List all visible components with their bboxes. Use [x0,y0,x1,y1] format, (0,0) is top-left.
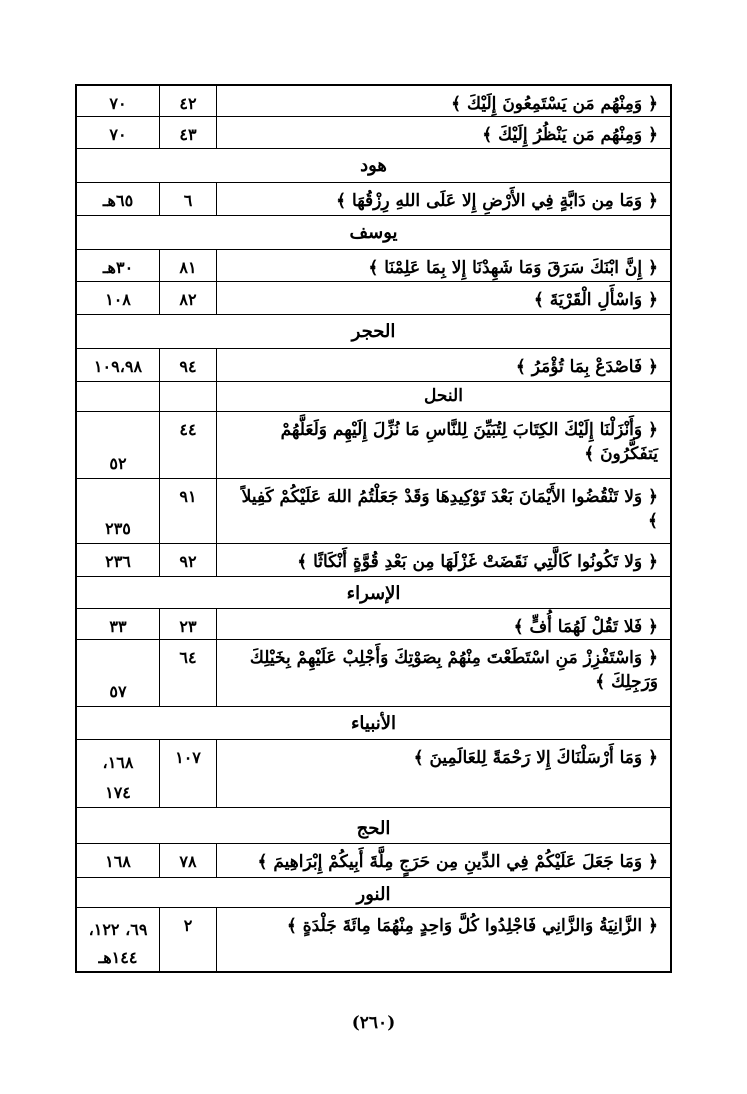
verse-text: ﴿ وَمِنْهُم مَن يَسْتَمِعُونَ إِلَيْكَ ﴾ [216,86,670,116]
page-ref-value: ١٦٨، ١٧٤ [102,753,134,802]
page-ref-value: ١٦٨ [105,852,131,871]
page-ref [77,640,159,706]
verse-row [77,908,670,971]
page-ref [77,117,159,148]
ayah-number: ٨١ [159,250,216,281]
page-ref-value: ٦٩، ١٢٢، ١٤٤هـ [88,920,148,967]
page-ref-value: ٦٥هـ [102,191,134,210]
verse-text: ﴿ الزَّانِيَةُ وَالزَّانِي فَاجْلِدُوا كُلَّ وَاحِدٍ مِنْهُمَا مِائَةَ جَلْدَةٍ ﴾ [216,908,670,971]
ayah-number: ٩٤ [159,349,216,381]
verse-row [77,349,670,382]
verse-text: ﴿ فَاصْدَعْ بِمَا تُؤْمَرُ ﴾ [216,349,670,381]
ayah-number: ٤٤ [159,412,216,478]
verse-row [77,412,670,479]
ayah-number: ٢٣ [159,609,216,639]
page-ref [77,844,159,877]
verse-text: ﴿ وَاسْتَفْزِزْ مَنِ اسْتَطَعْتَ مِنْهُمْ بِصَوْتِكَ وَأَجْلِبْ عَلَيْهِمْ بِخَيْلِكَ وَرَجِلِكَ ﴾ [216,640,670,706]
surah-header-row [77,149,670,183]
verse-index-table [75,84,672,973]
verse-text: ﴿ وَاسْأَلِ الْقَرْيَةَ ﴾ [216,282,670,314]
ayah-number: ١٠٧ [159,740,216,807]
verse-row [77,479,670,544]
page-ref-value: ٣٣ [109,617,127,636]
ayah-number: ٤٢ [159,86,216,116]
ayah-number: ٤٣ [159,117,216,148]
ayah-number: ٦٤ [159,640,216,706]
surah-name: الحجر [351,321,396,342]
ayah-number: ٧٨ [159,844,216,877]
ayah-empty [159,382,216,411]
page-ref [77,282,159,314]
page-ref-value: ٥٢ [109,454,127,473]
verse-text: ﴿ إِنَّ ابْنَكَ سَرَقَ وَمَا شَهِدْنَا إِلا بِمَا عَلِمْنَا ﴾ [216,250,670,281]
surah-name: هود [360,155,387,176]
page-ref [77,183,159,215]
surah-header-row [77,315,670,349]
verse-row [77,183,670,216]
surah-name: يوسف [349,222,398,243]
ayah-number: ٩١ [159,479,216,543]
surah-header-row [77,577,670,609]
page-number: (٢٦٠) [351,1013,396,1033]
surah-name: الحج [356,818,391,839]
verse-text: ﴿ وَلا تَكُونُوا كَالَّتِي نَقَضَتْ غَزْلَهَا مِن بَعْدِ قُوَّةٍ أَنْكَاثًا ﴾ [216,544,670,576]
ayah-number: ٨٢ [159,282,216,314]
ayah-number: ٦ [159,183,216,215]
ayah-number: ٩٢ [159,544,216,576]
verse-row [77,86,670,117]
page-ref [77,250,159,281]
verse-row [77,609,670,640]
page-ref [77,908,159,971]
surah-name: الإسراء [346,583,401,604]
page-ref [77,740,159,807]
page-ref-value: ٧٠ [109,125,127,144]
verse-text: ﴿ وَمَا أَرْسَلْنَاكَ إِلا رَحْمَةً لِلعَالَمِينَ ﴾ [216,740,670,807]
ayah-number: ٢ [159,908,216,971]
page-empty [77,382,159,411]
surah-name: النحل [424,386,463,406]
verse-row [77,250,670,282]
verse-row [77,740,670,808]
surah-header-row [77,808,670,844]
page-ref-value: ٣٠هـ [102,258,134,277]
surah-header-row [77,216,670,250]
verse-row [77,282,670,315]
surah-name: النور [356,884,391,905]
page-ref-value: ٢٣٥ [105,519,131,538]
page-ref [77,86,159,116]
verse-text: ﴿ وَمَا مِن دَابَّةٍ فِي الأَرْضِ إِلا عَلَى اللهِ رِزْقُهَا ﴾ [216,183,670,215]
surah-name-cell [216,382,670,411]
page-ref [77,479,159,543]
surah-name: الأنبياء [350,713,397,734]
verse-row [77,844,670,878]
page-ref-value: ٢٣٦ [105,552,131,571]
verse-text: ﴿ وَمَا جَعَلَ عَلَيْكُمْ فِي الدِّينِ مِن حَرَجٍ مِلَّةَ أَبِيكُمْ إِبْرَاهِيمَ ﴾ [216,844,670,877]
verse-row [77,117,670,149]
page-ref-value: ٧٠ [109,94,127,113]
page-ref [77,609,159,639]
verse-text: ﴿ وَلا تَنْقُضُوا الأَيْمَانَ بَعْدَ تَوْكِيدِهَا وَقَدْ جَعَلْتُمُ اللهَ عَلَيْكُمْ كَفِيلاً ﴾ [216,479,670,543]
surah-header-row [77,878,670,908]
surah-header-row [77,382,670,412]
page-ref-value: ١٠٩،٩٨ [93,357,143,376]
page-ref [77,349,159,381]
verse-text: ﴿ وَأَنْزَلْنَا إِلَيْكَ الكِتَابَ لِتُبَيِّنَ لِلنَّاسِ مَا نُزِّلَ إِلَيْهِم وَلَعَلَّهُمْ يَتفَكَّرُونَ ﴾ [216,412,670,478]
page-ref-value: ١٠٨ [105,290,131,309]
surah-header-row [77,707,670,740]
page-ref [77,412,159,478]
verse-row [77,640,670,707]
verse-text: ﴿ وَمِنْهُم مَن يَنْظُرُ إِلَيْكَ ﴾ [216,117,670,148]
page-ref-value: ٥٧ [109,682,127,701]
page-ref [77,544,159,576]
verse-row [77,544,670,577]
verse-text: ﴿ فَلا تَقُلْ لَهُمَا أُفٍّ ﴾ [216,609,670,639]
